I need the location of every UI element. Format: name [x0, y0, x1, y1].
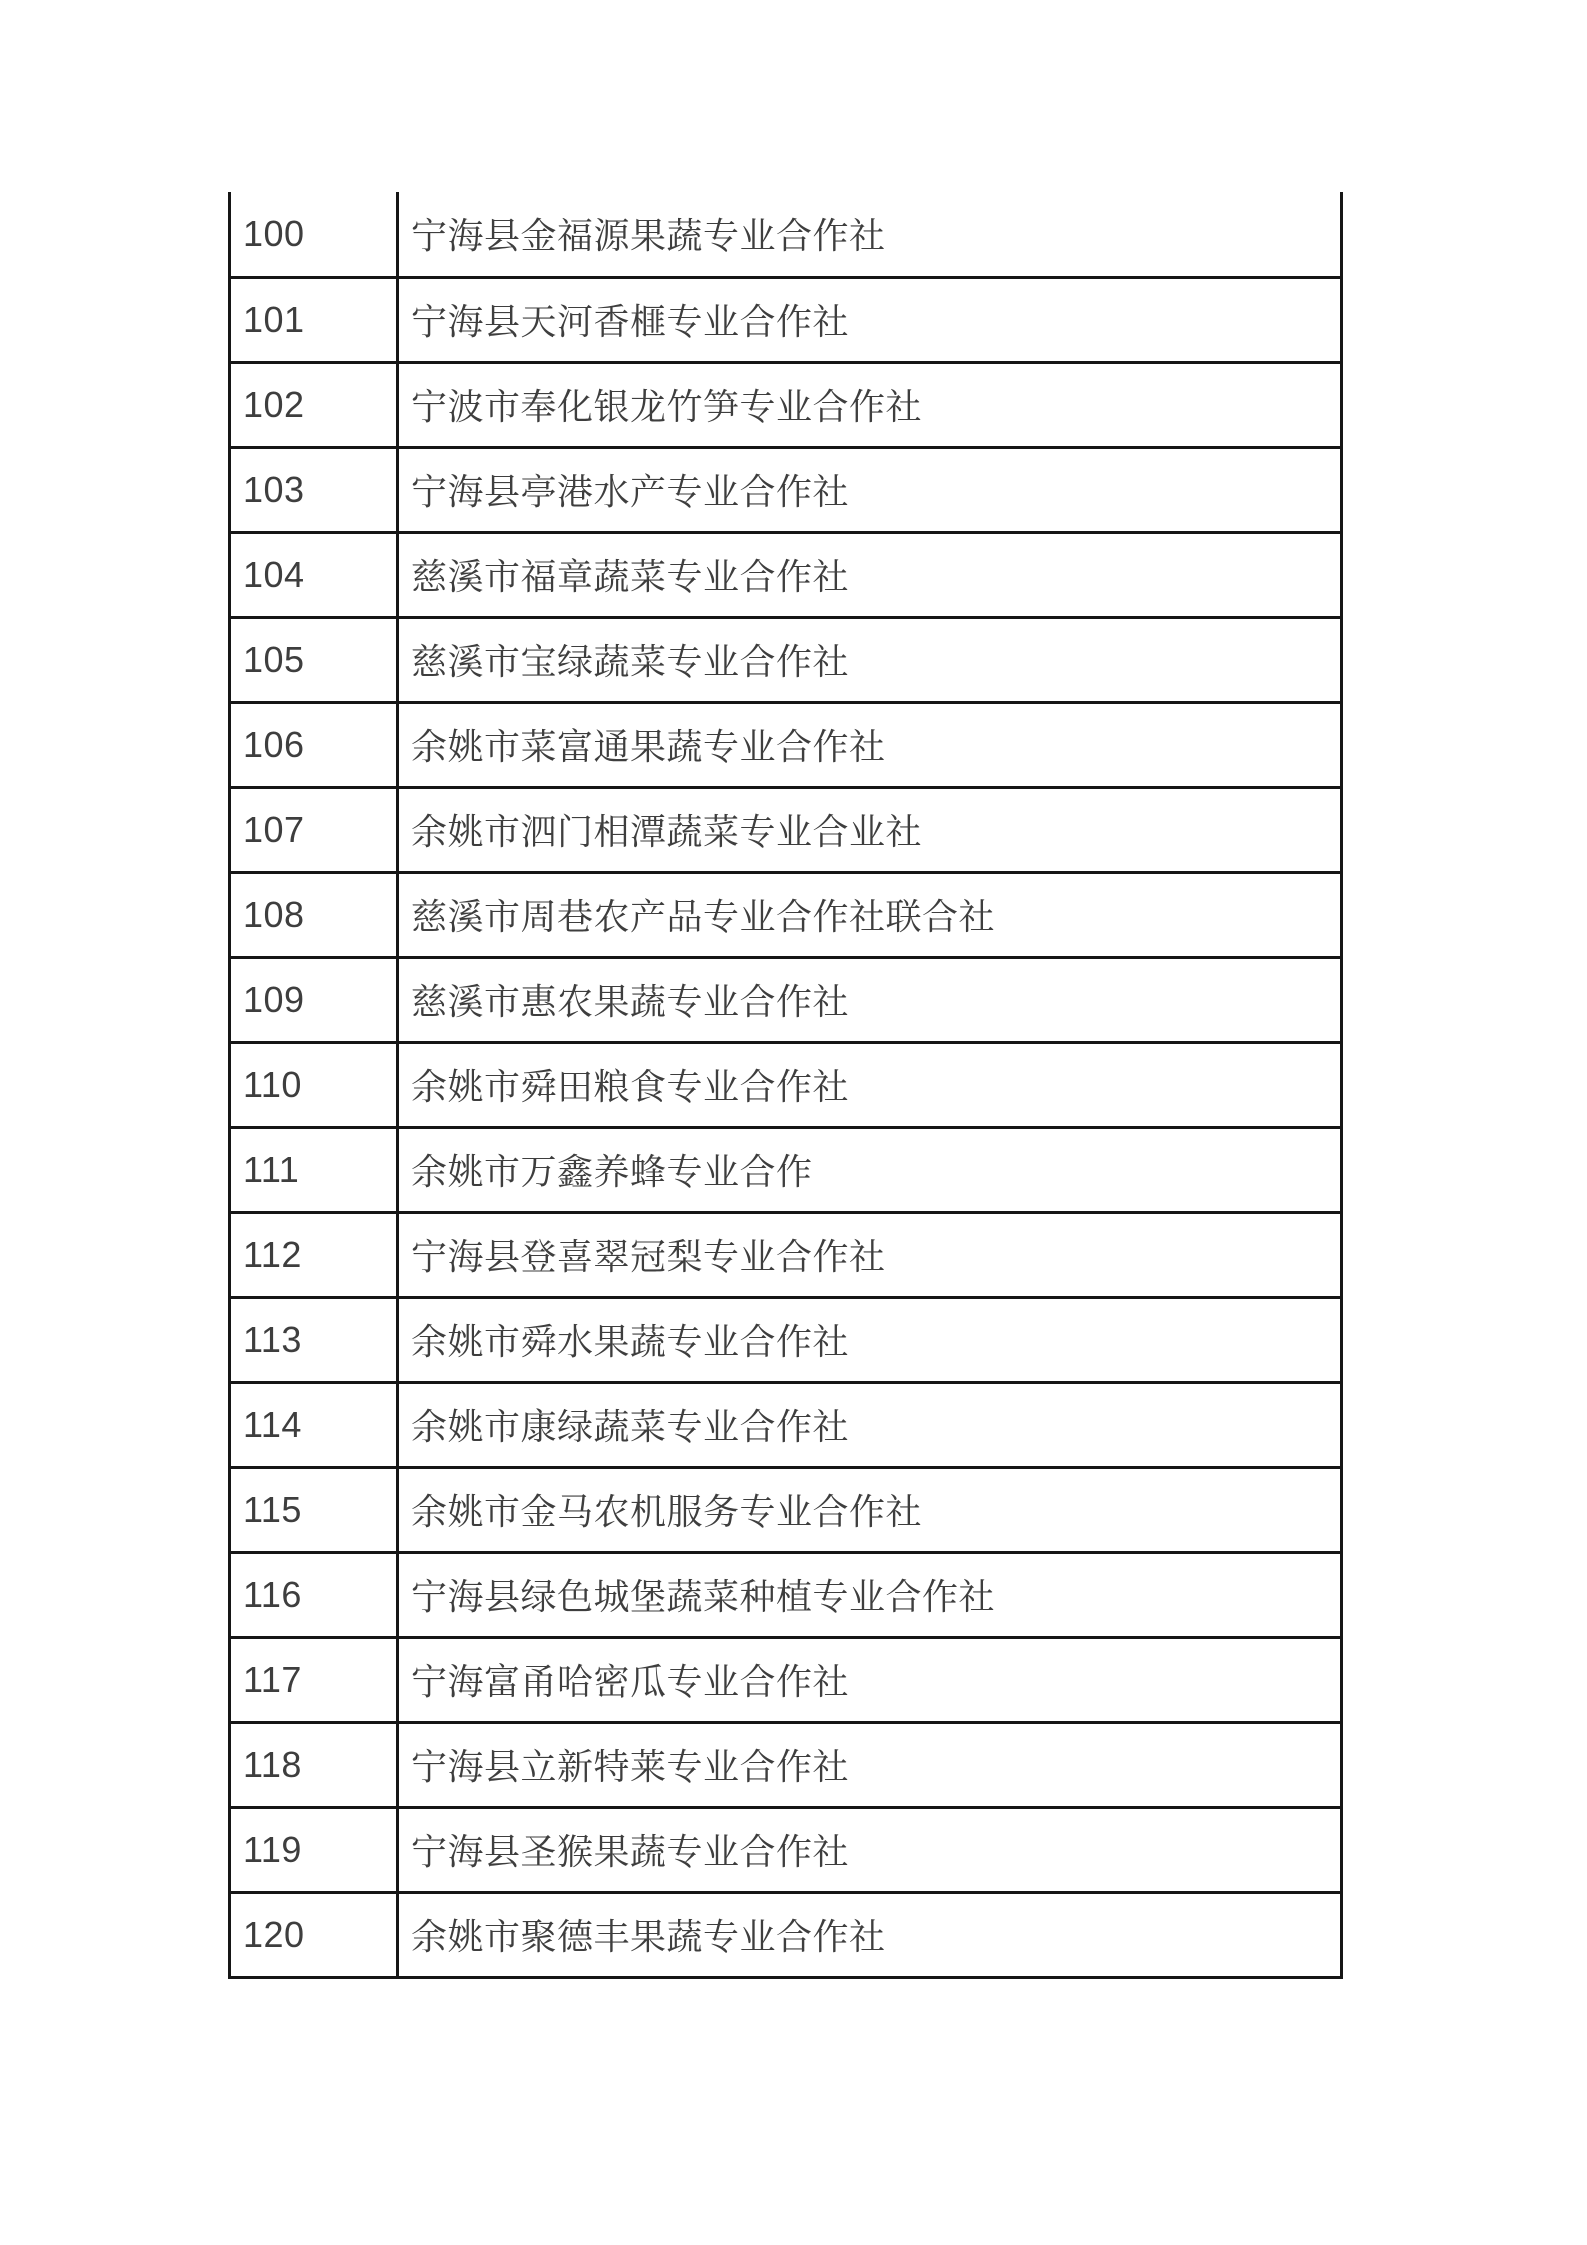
table-row: [230, 1807, 1342, 1892]
cooperative-table-body: [230, 192, 1342, 1977]
row-number-cell: 116: [230, 1552, 398, 1637]
row-number-cell: 120: [230, 1892, 398, 1977]
row-number-cell: 105: [230, 617, 398, 702]
table-row: [230, 532, 1342, 617]
cooperative-name-cell: 宁海县立新特莱专业合作社: [398, 1722, 1342, 1807]
cooperative-name-cell: 宁海县亭港水产专业合作社: [398, 447, 1342, 532]
cooperative-name-cell: 慈溪市福章蔬菜专业合作社: [398, 532, 1342, 617]
cooperative-name-cell: 余姚市泗门相潭蔬菜专业合业社: [398, 787, 1342, 872]
row-number-cell: 117: [230, 1637, 398, 1722]
table-row: [230, 1637, 1342, 1722]
table-row: [230, 192, 1342, 277]
table-row: [230, 1297, 1342, 1382]
row-number-cell: 108: [230, 872, 398, 957]
row-number-cell: 110: [230, 1042, 398, 1127]
cooperative-name-cell: 宁海县金福源果蔬专业合作社: [398, 192, 1342, 277]
cooperative-name-cell: 宁海县圣猴果蔬专业合作社: [398, 1807, 1342, 1892]
cooperative-name-cell: 余姚市万鑫养蜂专业合作: [398, 1127, 1342, 1212]
row-number-cell: 115: [230, 1467, 398, 1552]
table-row: [230, 277, 1342, 362]
table-row: [230, 447, 1342, 532]
table-row: [230, 1892, 1342, 1977]
cooperative-name-cell: 慈溪市惠农果蔬专业合作社: [398, 957, 1342, 1042]
cooperative-name-cell: 余姚市菜富通果蔬专业合作社: [398, 702, 1342, 787]
cooperative-name-cell: 余姚市聚德丰果蔬专业合作社: [398, 1892, 1342, 1977]
cooperative-name-cell: 宁波市奉化银龙竹笋专业合作社: [398, 362, 1342, 447]
row-number-cell: 102: [230, 362, 398, 447]
table-row: [230, 872, 1342, 957]
cooperative-name-cell: 慈溪市宝绿蔬菜专业合作社: [398, 617, 1342, 702]
table-row: [230, 1382, 1342, 1467]
table-row: [230, 957, 1342, 1042]
row-number-cell: 111: [230, 1127, 398, 1212]
row-number-cell: 118: [230, 1722, 398, 1807]
row-number-cell: 109: [230, 957, 398, 1042]
cooperative-list-table: [228, 192, 1343, 1979]
cooperative-name-cell: 余姚市舜水果蔬专业合作社: [398, 1297, 1342, 1382]
table-row: [230, 362, 1342, 447]
table-row: [230, 787, 1342, 872]
row-number-cell: 106: [230, 702, 398, 787]
cooperative-name-cell: 宁海富甬哈密瓜专业合作社: [398, 1637, 1342, 1722]
table-row: [230, 1467, 1342, 1552]
cooperative-name-cell: 宁海县天河香榧专业合作社: [398, 277, 1342, 362]
cooperative-name-cell: 宁海县登喜翠冠梨专业合作社: [398, 1212, 1342, 1297]
row-number-cell: 100: [230, 192, 398, 277]
cooperative-name-cell: 余姚市康绿蔬菜专业合作社: [398, 1382, 1342, 1467]
cooperative-name-cell: 余姚市金马农机服务专业合作社: [398, 1467, 1342, 1552]
row-number-cell: 101: [230, 277, 398, 362]
row-number-cell: 107: [230, 787, 398, 872]
cooperative-name-cell: 余姚市舜田粮食专业合作社: [398, 1042, 1342, 1127]
table-row: [230, 1127, 1342, 1212]
row-number-cell: 103: [230, 447, 398, 532]
cooperative-name-cell: 宁海县绿色城堡蔬菜种植专业合作社: [398, 1552, 1342, 1637]
table-row: [230, 1212, 1342, 1297]
table-row: [230, 617, 1342, 702]
cooperative-name-cell: 慈溪市周巷农产品专业合作社联合社: [398, 872, 1342, 957]
row-number-cell: 104: [230, 532, 398, 617]
table-row: [230, 1552, 1342, 1637]
table-row: [230, 1722, 1342, 1807]
row-number-cell: 112: [230, 1212, 398, 1297]
table-row: [230, 702, 1342, 787]
row-number-cell: 119: [230, 1807, 398, 1892]
table-row: [230, 1042, 1342, 1127]
row-number-cell: 114: [230, 1382, 398, 1467]
row-number-cell: 113: [230, 1297, 398, 1382]
